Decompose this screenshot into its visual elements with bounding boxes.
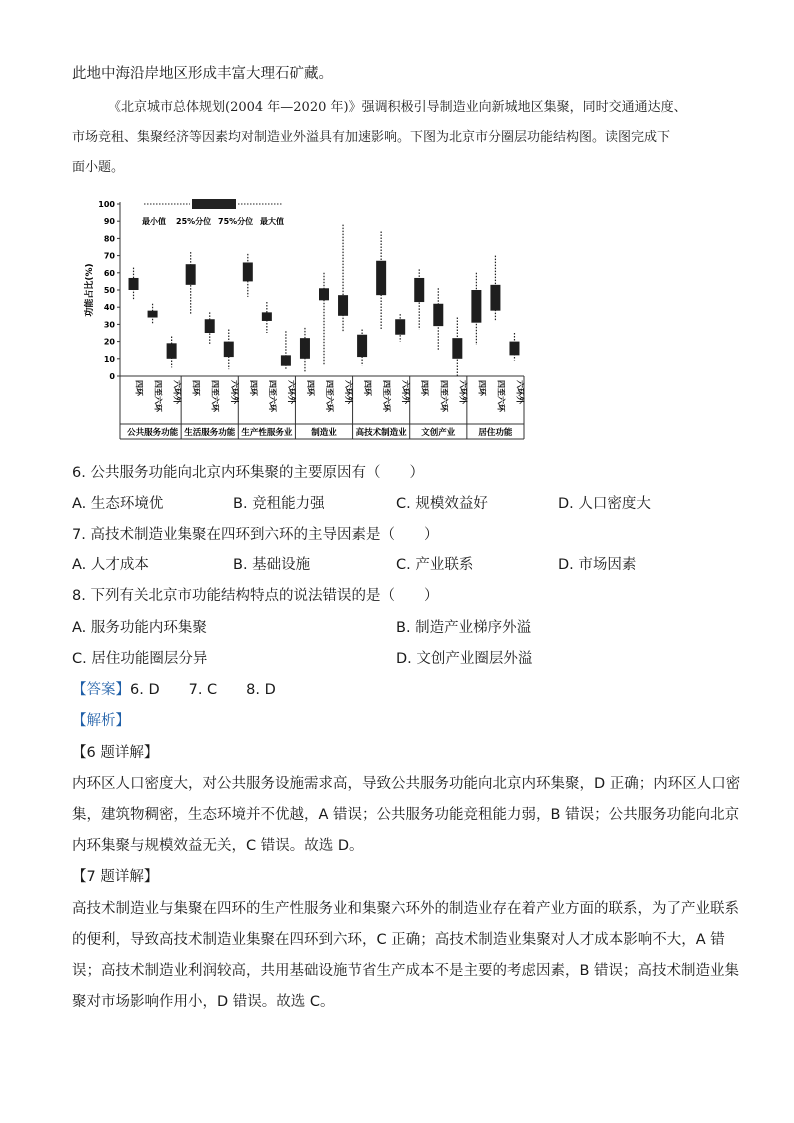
question-7-option-c: C. 产业联系 (396, 557, 474, 573)
box-iqr (300, 338, 310, 359)
ring-label: 四环 (477, 380, 487, 396)
ring-label: 四环 (305, 380, 315, 396)
question-8-option-d: D. 文创产业圈层外溢 (396, 651, 533, 667)
y-tick-label: 70 (103, 251, 115, 261)
y-tick-label: 80 (103, 234, 115, 244)
boxplot-chart (72, 192, 542, 442)
legend-q1-label: 25%分位 (176, 217, 212, 226)
ring-label: 六环外 (229, 380, 239, 404)
box-iqr (186, 264, 196, 285)
box-iqr (433, 304, 443, 326)
y-tick-label: 100 (98, 200, 115, 209)
box-iqr (452, 338, 462, 359)
q7-detail-line-4: 聚对市场影响作用小，D 错误。故选 C。 (72, 994, 335, 1010)
question-7-option-a: A. 人才成本 (72, 557, 149, 573)
question-6-stem: 6. 公共服务功能向北京内环集聚的主要原因有（ ） (72, 465, 424, 481)
y-tick-label: 50 (103, 286, 115, 295)
group-label: 制造业 (311, 428, 337, 438)
answer-text: 6. D 7. C 8. D (130, 682, 276, 698)
ring-label: 四至六环 (439, 380, 449, 412)
ring-label: 四至六环 (496, 380, 506, 412)
group-label: 公共服务功能 (127, 428, 179, 438)
q7-detail-line-1: 高技术制造业与集聚在四环的生产性服务业和集聚六环外的制造业存在着产业方面的联系，为了产业联系 (72, 901, 739, 917)
ring-label: 六环外 (286, 380, 296, 404)
box-iqr (338, 295, 348, 316)
legend-min-label: 最小值 (142, 217, 166, 226)
ring-label: 四至六环 (267, 380, 277, 412)
box-iqr (471, 290, 481, 323)
q7-detail-line-3: 误；高技术制造业利润较高，共用基础设施节省生产成本不是主要的考虑因素，B 错误；高技术制造业集 (72, 963, 740, 979)
box-iqr (243, 262, 253, 281)
question-8-option-a: A. 服务功能内环集聚 (72, 620, 207, 636)
question-8-option-b: B. 制造产业梯序外溢 (396, 620, 532, 636)
q6-detail-line-3: 内环集聚与规模效益无关，C 错误。故选 D。 (72, 838, 364, 854)
passage-line-2: 市场竞租、集聚经济等因素均对制造业外溢具有加速影响。下图为北京市分圈层功能结构图。读图完成下 (72, 130, 671, 145)
ring-label: 六环外 (344, 380, 354, 404)
box-iqr (148, 311, 158, 318)
ring-label: 四环 (420, 380, 430, 396)
box-iqr (395, 319, 405, 334)
passage-line-3: 面小题。 (72, 160, 125, 175)
box-iqr (376, 261, 386, 295)
box-iqr (167, 343, 177, 358)
box-iqr (281, 355, 291, 365)
y-tick-label: 0 (109, 372, 115, 381)
ring-label: 四环 (363, 380, 373, 396)
question-8-stem: 8. 下列有关北京市功能结构特点的说法错误的是（ ） (72, 588, 439, 604)
answer-tag: 【答案】 (72, 682, 130, 698)
question-7-option-b: B. 基础设施 (233, 557, 311, 573)
ring-label: 六环外 (515, 380, 525, 404)
legend-q3-label: 75%分位 (218, 217, 254, 226)
y-tick-label: 30 (103, 320, 115, 330)
q7-detail-line-2: 的便利，导致高技术制造业集聚在四环到六环，C 正确；高技术制造业集聚对人才成本影响不大，A 错 (72, 932, 725, 948)
ring-label: 四环 (134, 380, 144, 396)
box-iqr (262, 312, 272, 321)
y-tick-label: 10 (103, 354, 115, 364)
ring-label: 四至六环 (325, 380, 334, 412)
box-iqr (357, 335, 367, 357)
q6-detail-title: 【6 题详解】 (72, 745, 159, 761)
ring-label: 四环 (248, 380, 258, 396)
box-iqr (205, 319, 215, 333)
group-label: 高技术制造业 (355, 428, 407, 438)
y-tick-label: 90 (103, 217, 115, 227)
group-label: 文创产业 (421, 428, 456, 438)
ring-label: 四至六环 (153, 380, 163, 412)
analysis-tag: 【解析】 (72, 713, 130, 729)
ring-label: 四环 (191, 380, 201, 396)
box-iqr (319, 288, 329, 300)
box-iqr (509, 342, 519, 356)
ring-label: 六环外 (172, 380, 182, 404)
ring-label: 六环外 (458, 380, 468, 404)
q6-detail-line-1: 内环区人口密度大，对公共服务设施需求高，导致公共服务功能向北京内环集聚，D 正确；内环区人口密 (72, 776, 741, 792)
y-axis-title: 功能占比(%) (85, 263, 95, 317)
question-7-stem: 7. 高技术制造业集聚在四环到六环的主导因素是（ ） (72, 527, 439, 543)
box-iqr (129, 278, 139, 290)
y-tick-label: 20 (103, 337, 115, 347)
q6-detail-line-2: 集，建筑物稠密，生态环境并不优越，A 错误；公共服务功能竞租能力弱，B 错误；公共服务功能向北京 (72, 807, 740, 823)
question-8-option-c: C. 居住功能圈层分异 (72, 651, 208, 667)
intro-line: 此地中海沿岸地区形成丰富大理石矿藏。 (72, 66, 333, 82)
q7-detail-title: 【7 题详解】 (72, 869, 159, 885)
box-iqr (224, 342, 234, 357)
box-iqr (414, 278, 424, 302)
group-label: 生产性服务业 (241, 428, 293, 438)
group-label: 居住功能 (478, 428, 513, 438)
question-7-option-d: D. 市场因素 (558, 557, 637, 573)
question-6-option-c: C. 规模效益好 (396, 496, 488, 512)
passage-line-1: 《北京城市总体规划(2004 年—2020 年)》强调积极引导制造业向新城地区集聚，同时交通通达度、 (108, 100, 687, 115)
group-label: 生活服务功能 (184, 428, 236, 438)
ring-label: 四至六环 (210, 380, 220, 412)
ring-label: 四至六环 (382, 380, 392, 412)
box-iqr (490, 285, 500, 311)
question-6-option-a: A. 生态环境优 (72, 496, 164, 512)
question-6-option-d: D. 人口密度大 (558, 496, 651, 512)
y-tick-label: 40 (103, 303, 115, 313)
y-tick-label: 60 (103, 268, 115, 278)
answer-line (72, 680, 276, 700)
legend-box (192, 199, 236, 209)
legend-max-label: 最大值 (260, 217, 284, 226)
ring-label: 六环外 (401, 380, 411, 404)
question-6-option-b: B. 竞租能力强 (233, 496, 325, 512)
